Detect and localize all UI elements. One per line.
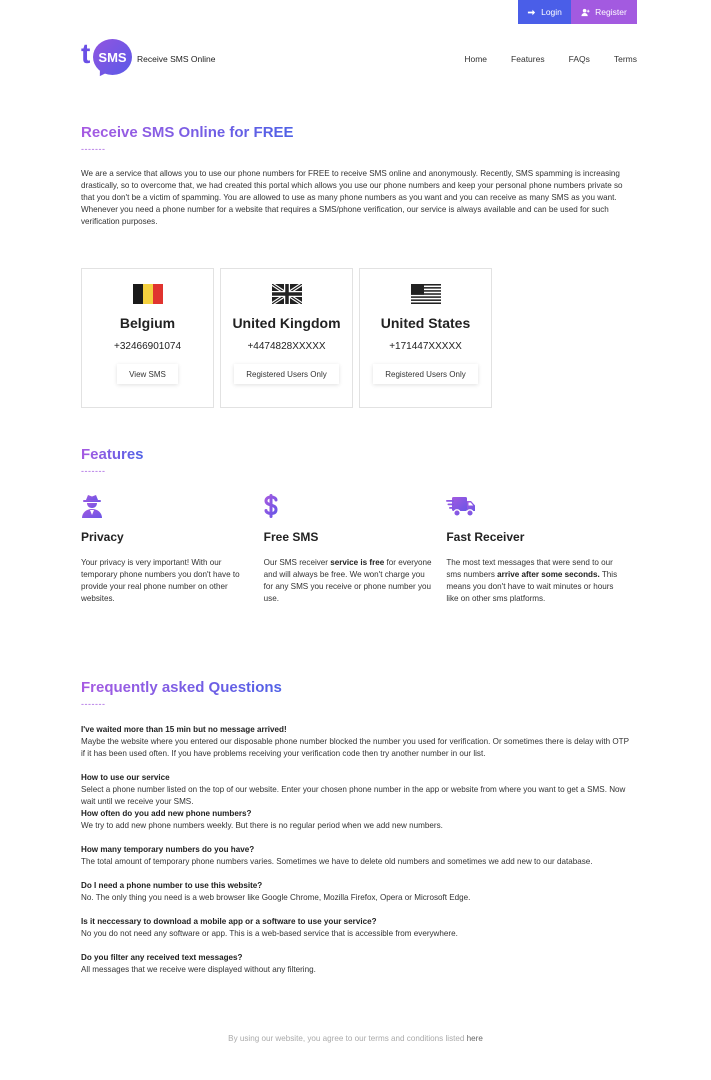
country-name: Belgium [119,315,176,331]
feature-text-part: Our SMS receiver [263,558,331,567]
faq-answer: All messages that we receive were displayed without any filtering. [81,965,316,974]
faq-question: How to use our service [81,773,170,782]
faq-item [81,880,629,904]
user-secret-icon [81,494,264,520]
shipping-fast-icon [446,494,629,520]
nav-home[interactable]: Home [464,54,488,64]
hero-section [81,124,629,228]
feature-text-part: for everyone and will always be free. We won't charge you for any SMS you receive or phone number you use. [263,558,432,603]
faq-question: Is it neccessary to download a mobile app or a software to use your service? [81,917,377,926]
faq-item [81,952,629,976]
country-name: United Kingdom [232,315,341,331]
main-nav [464,54,637,64]
faq-item [81,844,629,868]
phone-number: +171447XXXXX [389,341,462,352]
login-label: Login [541,7,562,17]
site-header [81,38,637,80]
country-card-uk [220,268,353,408]
logo [81,38,133,80]
faq-question: Do I need a phone number to use this website? [81,881,263,890]
country-card-belgium [81,268,214,408]
intro-text: We are a service that allows you to use our phone numbers for FREE to receive SMS online and anonymously. Recently, SMS spamming is increasing drastically, so to overcome that, we had created this portal which allows you use our phone numbers and keep your personal phone numbers private so that you don't be a victim of spamming. You are allowed to use as many phone numbers as you want and you can receive as many SMS as you want. Whenever you need a phone number for a website that requires a SMS/phone verification, our service is always available and can be used for such verification purposes. [81,169,623,226]
faq-answer: The total amount of temporary phone numbers varies. Sometimes we have to delete old numbers and sometimes we add new to our database. [81,857,593,866]
faq-answer: Maybe the website where you entered our disposable phone number blocked the number you used for verification. Or sometimes there is delay with OTP if it has been used often. If you have problems receiving your verification code then try another number in our list. [81,737,629,758]
us-flag-icon [411,284,441,304]
features-divider: ------- [81,466,106,476]
feature-text [264,557,436,605]
faq-divider: ------- [81,699,106,709]
logo-letter: t [81,38,91,69]
register-button[interactable] [571,0,637,24]
feature-text [446,557,622,605]
feature-free-sms [264,494,447,605]
country-name: United States [380,315,471,331]
feature-fast-receiver [446,494,629,605]
login-button[interactable] [518,0,571,24]
registered-only-button[interactable]: Registered Users Only [234,364,338,384]
faq-question: How many temporary numbers do you have? [81,845,255,854]
features-list [81,494,629,605]
feature-title: Privacy [81,530,124,544]
dollar-icon [264,494,447,520]
site-footer [0,1034,711,1043]
user-plus-icon [581,8,590,17]
faq-item [81,808,629,832]
feature-text-part: This means you don't have to wait minutes or hours like on other sms platforms. [446,570,618,603]
brand-logo-link[interactable] [81,38,215,80]
register-label: Register [595,7,627,17]
view-sms-button[interactable]: View SMS [117,364,178,384]
footer-text: By using our website, you agree to our terms and conditions listed [228,1034,467,1043]
faq-title: Frequently asked Questions [81,679,282,696]
feature-title: Free SMS [263,530,319,544]
faq-answer: No. The only thing you need is a web browser like Google Chrome, Mozilla Firefox, Opera or Microsoft Edge. [81,893,471,902]
country-card-us [359,268,492,408]
nav-terms[interactable]: Terms [613,54,637,64]
feature-text-part: The most text messages that were send to our sms numbers [446,558,613,579]
faq-item [81,916,629,940]
belgium-flag-icon [133,284,163,304]
nav-faqs[interactable]: FAQs [568,54,590,64]
faq-question: I've waited more than 15 min but no message arrived! [81,725,287,734]
feature-privacy [81,494,264,605]
uk-flag-icon [272,284,302,304]
feature-title: Fast Receiver [446,530,525,544]
country-cards [81,268,629,408]
faq-item [81,772,629,808]
phone-number: +32466901074 [113,341,182,352]
title-divider: ------- [81,144,106,154]
faq-question: Do you filter any received text messages? [81,953,243,962]
feature-text-bold: arrive after some seconds. [497,570,600,579]
nav-features[interactable]: Features [511,54,545,64]
registered-only-button[interactable]: Registered Users Only [373,364,477,384]
sign-in-icon [527,8,536,17]
feature-text-bold: service is free [330,558,385,567]
faq-answer: No you do not need any software or app. This is a web-based service that is accessible from everywhere. [81,929,458,938]
faq-answer: We try to add new phone numbers weekly. But there is no regular period when we add new numbers. [81,821,443,830]
phone-number: +4474828XXXXX [247,341,326,352]
faq-question: How often do you add new phone numbers? [81,809,252,818]
page-title: Receive SMS Online for FREE [81,124,294,141]
terms-link[interactable]: here [466,1034,483,1043]
feature-text: Your privacy is very important! With our temporary phone numbers you don't have to provide your real phone number on other websites. [81,558,240,603]
faq-section [81,679,629,976]
brand-text: Receive SMS Online [137,54,216,64]
logo-bubble: SMS [93,39,132,75]
auth-bar [518,0,637,24]
features-section [81,446,629,605]
faq-item [81,724,629,760]
features-title: Features [81,446,144,463]
faq-answer: Select a phone number listed on the top of our website. Enter your chosen phone number in the app or website from where you want to get a SMS. Now wait until we receive your SMS. [81,785,626,806]
